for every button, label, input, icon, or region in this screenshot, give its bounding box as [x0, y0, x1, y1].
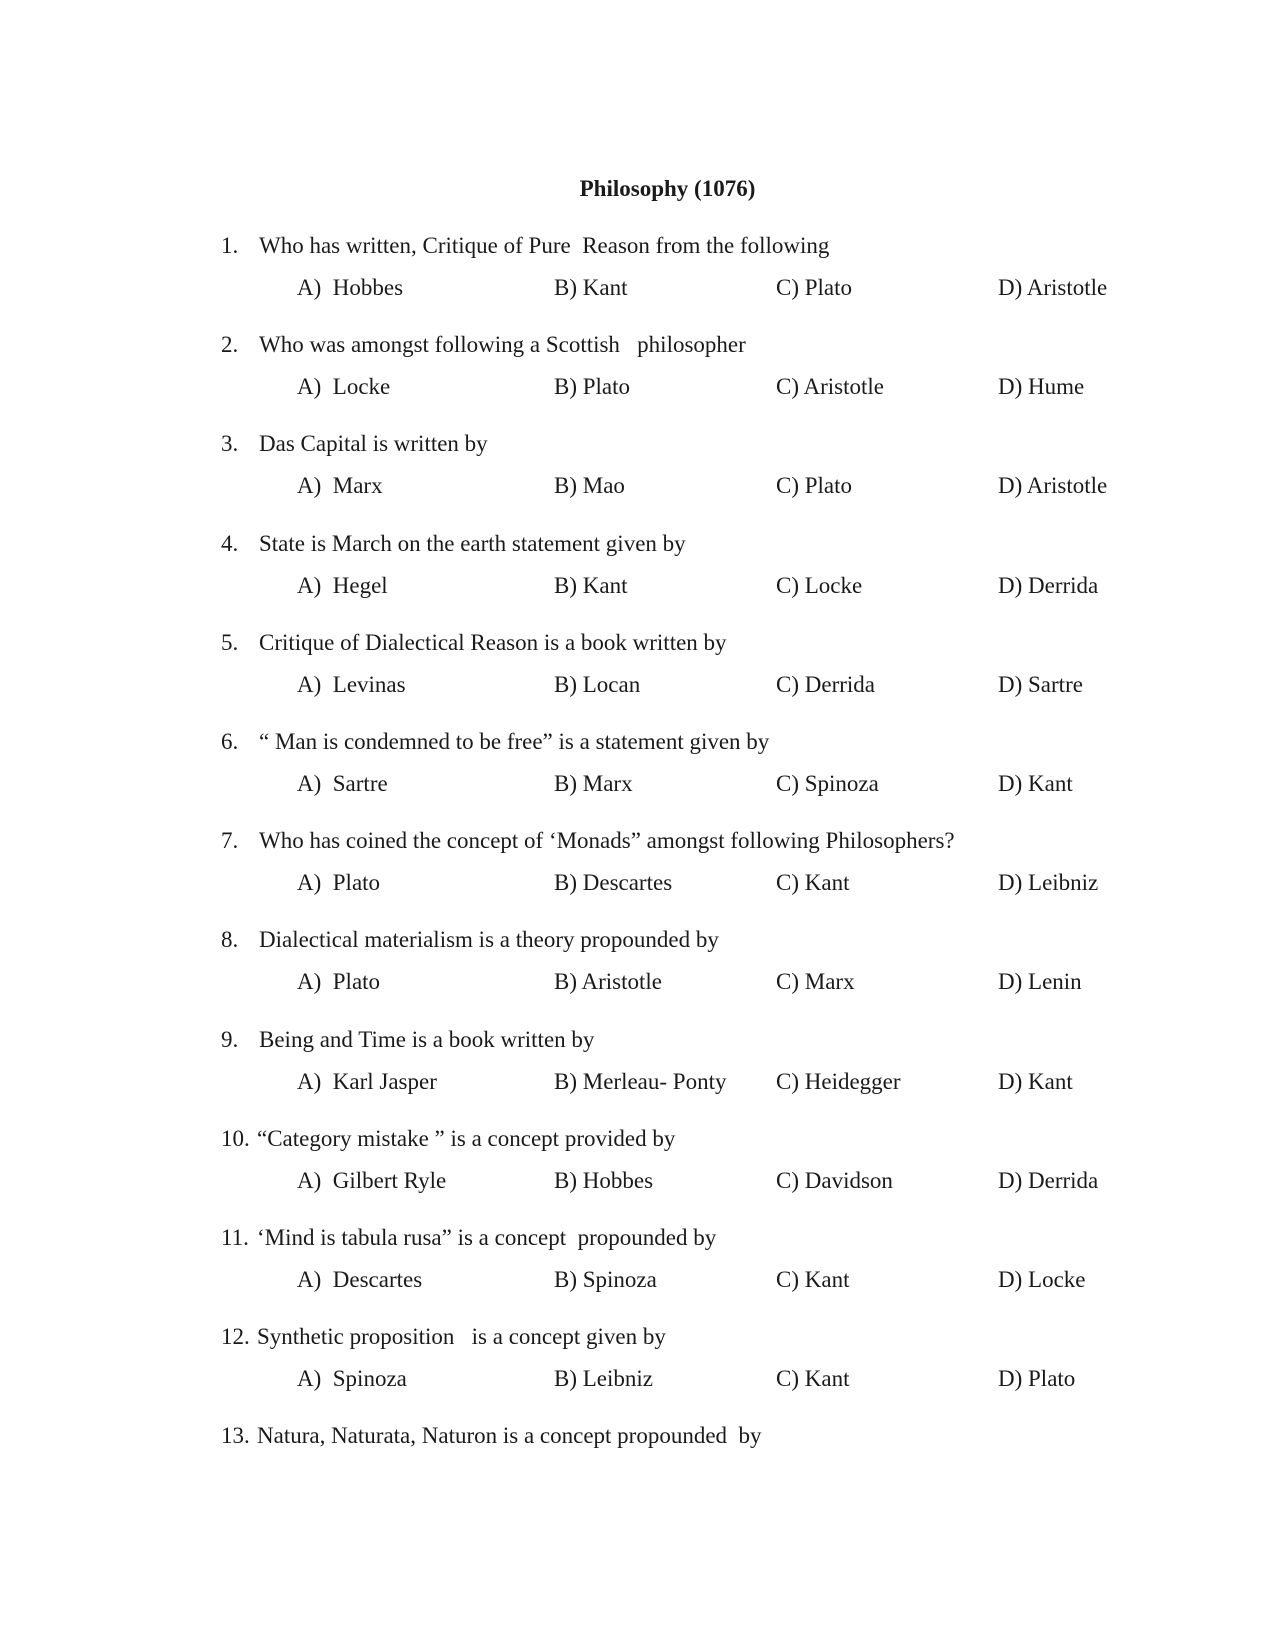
- answer-options: [0, 967, 1275, 997]
- option-a: A) Gilbert Ryle: [297, 1168, 447, 1193]
- option-d: D) Plato: [998, 1366, 1076, 1391]
- answer-options: [0, 372, 1275, 402]
- option-d: D) Aristotle: [998, 275, 1108, 300]
- option-d: D) Derrida: [998, 1168, 1099, 1193]
- question-number: 8.: [221, 927, 239, 952]
- option-a: A) Plato: [297, 870, 381, 895]
- option-c: C) Davidson: [776, 1168, 893, 1193]
- question-number: 12.: [221, 1324, 250, 1349]
- option-c: C) Derrida: [776, 672, 875, 697]
- question-item: [0, 1025, 1275, 1121]
- question-item: [0, 429, 1275, 525]
- answer-options: [0, 1364, 1275, 1394]
- option-b: B) Locan: [554, 672, 641, 697]
- option-a: A) Hegel: [297, 573, 388, 598]
- answer-options: [0, 1166, 1275, 1196]
- question-text: Das Capital is written by: [259, 431, 488, 456]
- question-number: 2.: [221, 332, 239, 357]
- question-text: Critique of Dialectical Reason is a book written by: [259, 630, 727, 655]
- question-item: [0, 231, 1275, 327]
- option-c: C) Kant: [776, 1267, 850, 1292]
- option-c: C) Locke: [776, 573, 863, 598]
- answer-options: [0, 571, 1275, 601]
- answer-options: [0, 1265, 1275, 1295]
- question-number: 13.: [221, 1423, 250, 1448]
- question-item: [0, 727, 1275, 823]
- option-c: C) Spinoza: [776, 771, 879, 796]
- question-item: [0, 330, 1275, 426]
- answer-options: [0, 868, 1275, 898]
- option-a: A) Hobbes: [297, 275, 404, 300]
- option-c: C) Marx: [776, 969, 855, 994]
- question-text: State is March on the earth statement given by: [259, 531, 686, 556]
- question-number: 9.: [221, 1027, 239, 1052]
- option-b: B) Kant: [554, 275, 628, 300]
- question-item: [0, 826, 1275, 922]
- question-number: 3.: [221, 431, 239, 456]
- option-b: B) Leibniz: [554, 1366, 653, 1391]
- option-d: D) Locke: [998, 1267, 1086, 1292]
- question-item: [0, 1124, 1275, 1220]
- option-d: D) Aristotle: [998, 473, 1108, 498]
- question-text: “Category mistake ” is a concept provided by: [257, 1126, 676, 1151]
- question-text: “ Man is condemned to be free” is a statement given by: [259, 729, 770, 754]
- question-item: [0, 628, 1275, 724]
- answer-options: [0, 769, 1275, 799]
- option-b: B) Marx: [554, 771, 633, 796]
- question-text: Synthetic proposition is a concept given by: [257, 1324, 666, 1349]
- option-d: D) Kant: [998, 771, 1073, 796]
- question-text: Natura, Naturata, Naturon is a concept propounded by: [257, 1423, 762, 1448]
- option-d: D) Kant: [998, 1069, 1073, 1094]
- option-b: B) Merleau- Ponty: [554, 1069, 727, 1094]
- question-text: Who was amongst following a Scottish philosopher: [259, 332, 746, 357]
- question-number: 1.: [221, 233, 239, 258]
- option-c: C) Plato: [776, 473, 853, 498]
- answer-options: [0, 471, 1275, 501]
- question-text: Who has coined the concept of ‘Monads” amongst following Philosophers?: [259, 828, 955, 853]
- question-text: Being and Time is a book written by: [259, 1027, 595, 1052]
- question-number: 6.: [221, 729, 239, 754]
- option-a: A) Locke: [297, 374, 391, 399]
- option-b: B) Spinoza: [554, 1267, 657, 1292]
- option-d: D) Lenin: [998, 969, 1082, 994]
- question-text: Who has written, Critique of Pure Reason from the following: [259, 233, 830, 258]
- option-b: B) Plato: [554, 374, 631, 399]
- question-item: [0, 1322, 1275, 1418]
- option-a: A) Levinas: [297, 672, 406, 697]
- option-d: D) Hume: [998, 374, 1085, 399]
- option-b: B) Hobbes: [554, 1168, 654, 1193]
- question-item: [0, 1223, 1275, 1319]
- option-a: A) Descartes: [297, 1267, 423, 1292]
- page-title: Philosophy (1076): [579, 176, 756, 201]
- answer-options: [0, 273, 1275, 303]
- question-number: 7.: [221, 828, 239, 853]
- question-text: Dialectical materialism is a theory propounded by: [259, 927, 719, 952]
- option-b: B) Mao: [554, 473, 625, 498]
- option-a: A) Marx: [297, 473, 383, 498]
- option-b: B) Descartes: [554, 870, 673, 895]
- question-number: 4.: [221, 531, 239, 556]
- question-text: ‘Mind is tabula rusa” is a concept propounded by: [257, 1225, 717, 1250]
- question-item: [0, 925, 1275, 1021]
- option-a: A) Karl Jasper: [297, 1069, 437, 1094]
- question-number: 10.: [221, 1126, 250, 1151]
- option-d: D) Sartre: [998, 672, 1083, 697]
- option-d: D) Derrida: [998, 573, 1099, 598]
- question-item: [0, 529, 1275, 625]
- option-c: C) Kant: [776, 870, 850, 895]
- option-b: B) Kant: [554, 573, 628, 598]
- option-a: A) Plato: [297, 969, 381, 994]
- option-a: A) Sartre: [297, 771, 388, 796]
- option-c: C) Aristotle: [776, 374, 884, 399]
- answer-options: [0, 1067, 1275, 1097]
- option-c: C) Heidegger: [776, 1069, 901, 1094]
- question-number: 11.: [221, 1225, 249, 1250]
- option-a: A) Spinoza: [297, 1366, 407, 1391]
- option-c: C) Kant: [776, 1366, 850, 1391]
- question-number: 5.: [221, 630, 239, 655]
- option-d: D) Leibniz: [998, 870, 1099, 895]
- question-item: [0, 1421, 1275, 1517]
- option-b: B) Aristotle: [554, 969, 662, 994]
- answer-options: [0, 670, 1275, 700]
- option-c: C) Plato: [776, 275, 853, 300]
